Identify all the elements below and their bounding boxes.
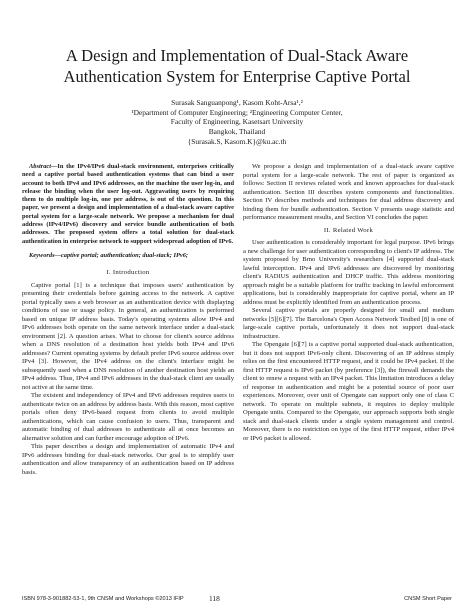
affiliation-line: Faculty of Engineering, Kasetsart University <box>170 117 304 127</box>
body-paragraph: We propose a design and implementation of a dual-stack aware captive portal system for a large-scale network. The rest of paper is organized as follows: Section II reviews related work and known approaches for dual-stack authentication. Section III describes system components and functionalities. Section IV describes methods and techniques for dual address discovery and binding them for bundle authentication. Section V presents usage statistic and performance measurement results, and Section VI concludes the paper. <box>243 163 454 221</box>
body-paragraph: Several captive portals are properly designed for small and medium networks [5][6][7]. The Barcelona's Open Access Network Testbed [8] is one of large-scale captive portals, unfortunately it does not support dual-stack infrastructure. <box>243 307 454 340</box>
keywords: Keywords—captive portal; authentication; dual-stack; IPv6; <box>29 251 189 259</box>
footer-venue: CNSM Short Paper <box>404 596 452 602</box>
author-email: {Surasak.S, Kasom.K}@ku.ac.th <box>187 136 287 146</box>
author-names: Surasak Sanguanpong¹, Kasom Koht-Arsa¹,² <box>171 98 303 107</box>
abstract <box>22 163 234 246</box>
abstract-label: Abstract <box>29 163 52 170</box>
section-heading-introduction: I. Introduction <box>106 269 150 277</box>
title-line-2: Authentication System for Enterprise Captive Portal <box>63 67 411 86</box>
paper-title <box>20 45 454 87</box>
right-column <box>243 163 454 443</box>
body-paragraph: This paper describes a design and implementation of automatic IPv4 and IPv6 addresses binding for dual-stack networks. Our goal is to simplify user authentication and allow transparency of an authentication based on IP address basis. <box>22 443 234 476</box>
body-paragraph: The existent and independency of IPv4 and IPv6 addresses requires users to authenticate twice on an address by address basis. With this reason, most captive portals often deny IPv6-based request from clients to avoid multiple authentications, which can cause confusion to users. Thus, transparent and automatic binding of dual addresses to authenticate all at once becomes an alternative solution and can further encourage adoption of IPv6. <box>22 392 234 442</box>
left-column <box>22 163 234 477</box>
body-paragraph: User authentication is considerably important for legal purpose. IPv6 brings a new challenge for user authentication corresponding to client's IP address. The system proposed by Brno University's researchers [4] supported dual-stack lawful interception. IPv4 and IPv6 addresses are discovered by monitoring client's RADIUS authentication and DHCP traffic. This address monitoring approach might be a suitable platform for traffic tracking in lawful enforcement applications, but is considerably inappropriate for captive portal, where an IP address must be explicitly identified from an authentication process. <box>243 239 454 306</box>
affiliation-line: Bangkok, Thailand <box>208 127 266 137</box>
author-block <box>40 98 434 147</box>
body-paragraph: The Opengate [6][7] is a captive portal supported dual-stack authentication, but it does not support IPv6-only client. Discovering of an IP address simply relies on the first encountered HTTP request, and it could be IPv4 packet. If the first HTTP request is IPv6 packet (by preference [3]), the firewall demands the client to renew a request with an IPv4 packet. This limitation introduces a delay of response in authentication and might be a potential source of poor user experiences. Moreover, over unit of Opengate can support only one of class C network. To operate on multiple subnets, it requires to deploy multiple Opengate units. Compared to the Opengate, our approach supports both single stack and dual-stack clients under a single system management and control. Moreover, there is no restriction on type of the first HTTP request, either IPv4 or IPv6 packet is allowed. <box>243 341 454 442</box>
body-paragraph: Captive portal [1] is a technique that imposes users' authentication by presenting their credentials before gaining access to the network. A captive portal typically uses a web browser as an authentication device with displaying conditions of use or usage policy. In general, an authentication is performed based on unique IP address basis. Today's operating systems allow IPv4 and IPv6 addresses both operate on the same network interface under a dual-stack environment [2]. A question arises. What to choose for client's source address when a DNS resolution of a destination host yields both IPv4 and IPv6 addresses? Current operating systems by default prefer IPv6 source address over IPv4 [3]. However, the IPv4 address on the client's interface might be subsequently used when a DNS resolution of another destination host yields an IPv4 address. Thus, IPv4 and IPv6 addresses in the dual-stack client are usually not active at the same time. <box>22 281 234 391</box>
footer-isbn: ISBN 978-3-901882-53-1, 9th CNSM and Workshops ©2013 IFIP <box>22 596 184 602</box>
page-number: 118 <box>209 594 220 603</box>
title-line-1: A Design and Implementation of Dual-Stack Aware <box>65 46 409 65</box>
affiliation-line: ¹Department of Computer Engineering; ²Engineering Computer Center, <box>131 107 343 117</box>
section-heading-related-work: II. Related Work <box>323 226 374 234</box>
abstract-text: —In the IPv4/IPv6 dual-stack environment, enterprises critically need a captive portal based authentication systems that can bind a user account to both IPv4 and IPv6 addresses, on the machine the user log-in, and release the binding when the user log-out. Aggravating users by requiring them to do multiple log-in, one per address, is out of the question. In this paper, we present a design and implementation of a dual-stack aware captive portal system for a large-scale network. We propose a mechanism for dual address (IPv4/IPv6) discovery and service bundle authentication of both addresses. The proposed system offers a total solution for dual-stack authentication in enterprise network to support widespread adoption of IPv6. <box>22 163 234 245</box>
